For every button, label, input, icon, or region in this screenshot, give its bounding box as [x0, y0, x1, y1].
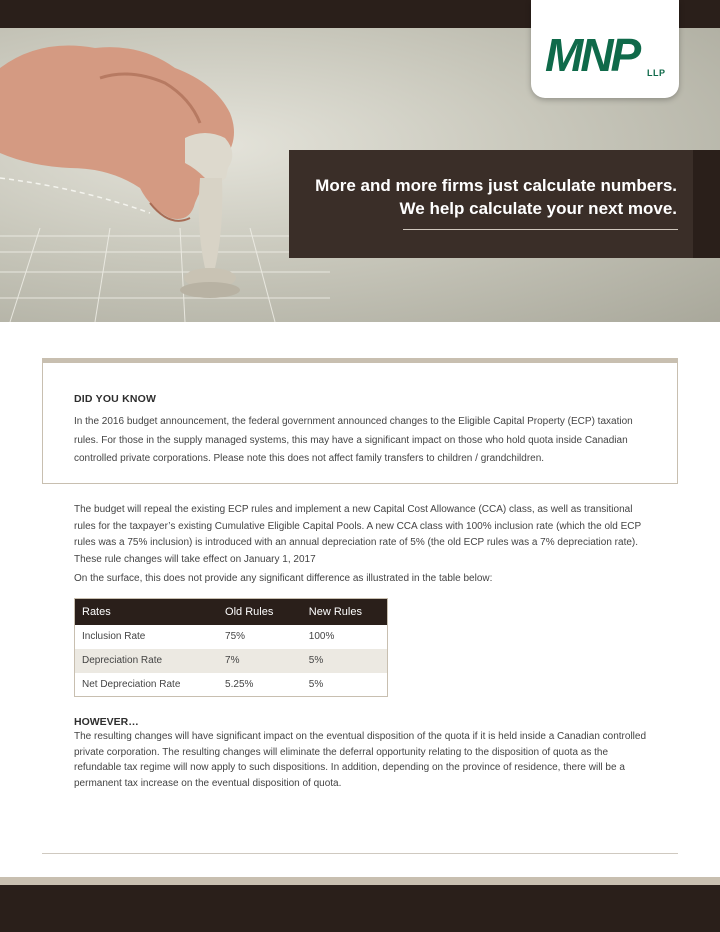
- tagline-edge: [693, 150, 720, 258]
- tagline-line-1: More and more firms just calculate numbers.: [315, 176, 677, 195]
- bottom-divider: [42, 853, 678, 854]
- budget-paragraph: The budget will repeal the existing ECP rules and implement a new Capital Cost Allowance (CCA) class, as well as transitional rules for the taxpayer’s existing Cumulative Eligible Capital Pools. A new CCA class with 100% inclusion rate (which the old ECP rules was a 75% inclusion) is introduced with an annual depreciation rate of 5% (the old ECP rules was a 7% depreciation rate). These rule changes will take effect on January 1, 2017: [74, 504, 641, 565]
- table-cell: 7%: [218, 649, 302, 673]
- table-header-cell: Old Rules: [218, 599, 302, 625]
- footer-accent-strip: [0, 877, 720, 885]
- table-cell: 75%: [225, 631, 246, 642]
- rates-table: [74, 598, 388, 697]
- table-cell: 5%: [302, 649, 388, 673]
- did-you-know-box: [42, 358, 678, 484]
- table-cell: 5.25%: [225, 678, 254, 690]
- surface-paragraph: On the surface, this does not provide any significant difference as illustrated in the table below:: [74, 573, 493, 584]
- table-row: [75, 673, 388, 697]
- table-cell: 100%: [308, 631, 335, 642]
- tagline: [315, 174, 677, 220]
- mnp-logo[interactable]: [531, 0, 679, 98]
- table-row: [75, 649, 388, 673]
- however-body: The resulting changes will have significant impact on the eventual disposition of the quota if it is held inside a Canadian controlled private corporation. The resulting changes will eliminate the deferral opportunity relating to the disposition of quota as the refundable tax regime will now apply to such dispositions. In addition, depending on the province of residence, there will be a permanent tax increase on the eventual disposition of quota.: [74, 731, 647, 789]
- table-cell: Inclusion Rate: [82, 631, 146, 642]
- did-you-know-title: DID YOU KNOW: [74, 393, 157, 405]
- table-header-row: [75, 599, 388, 625]
- table-cell: Net Depreciation Rate: [82, 678, 181, 690]
- tagline-panel: [289, 150, 693, 258]
- however-title: HOWEVER…: [74, 716, 139, 728]
- table-header-cell: Rates: [75, 599, 219, 625]
- table-cell: Depreciation Rate: [75, 649, 219, 673]
- tagline-line-2: We help calculate your next move.: [399, 199, 677, 218]
- logo-wordmark: MNP: [545, 29, 639, 81]
- table-header-cell: New Rules: [302, 599, 388, 625]
- table-row: [75, 625, 388, 649]
- logo-suffix: LLP: [647, 68, 666, 78]
- table-cell: 5%: [308, 678, 324, 690]
- hand-with-chess-piece-image: [0, 28, 300, 322]
- tagline-divider: [403, 229, 678, 230]
- footer-bar: [0, 885, 720, 932]
- did-you-know-body: In the 2016 budget announcement, the federal government announced changes to the Eligible Capital Property (ECP) taxation rules. For those in the supply managed systems, this may have a significant impact on those who hold quota inside Canadian controlled private corporations. Please note this does not affect family transfers to children / grandchildren.: [74, 416, 633, 464]
